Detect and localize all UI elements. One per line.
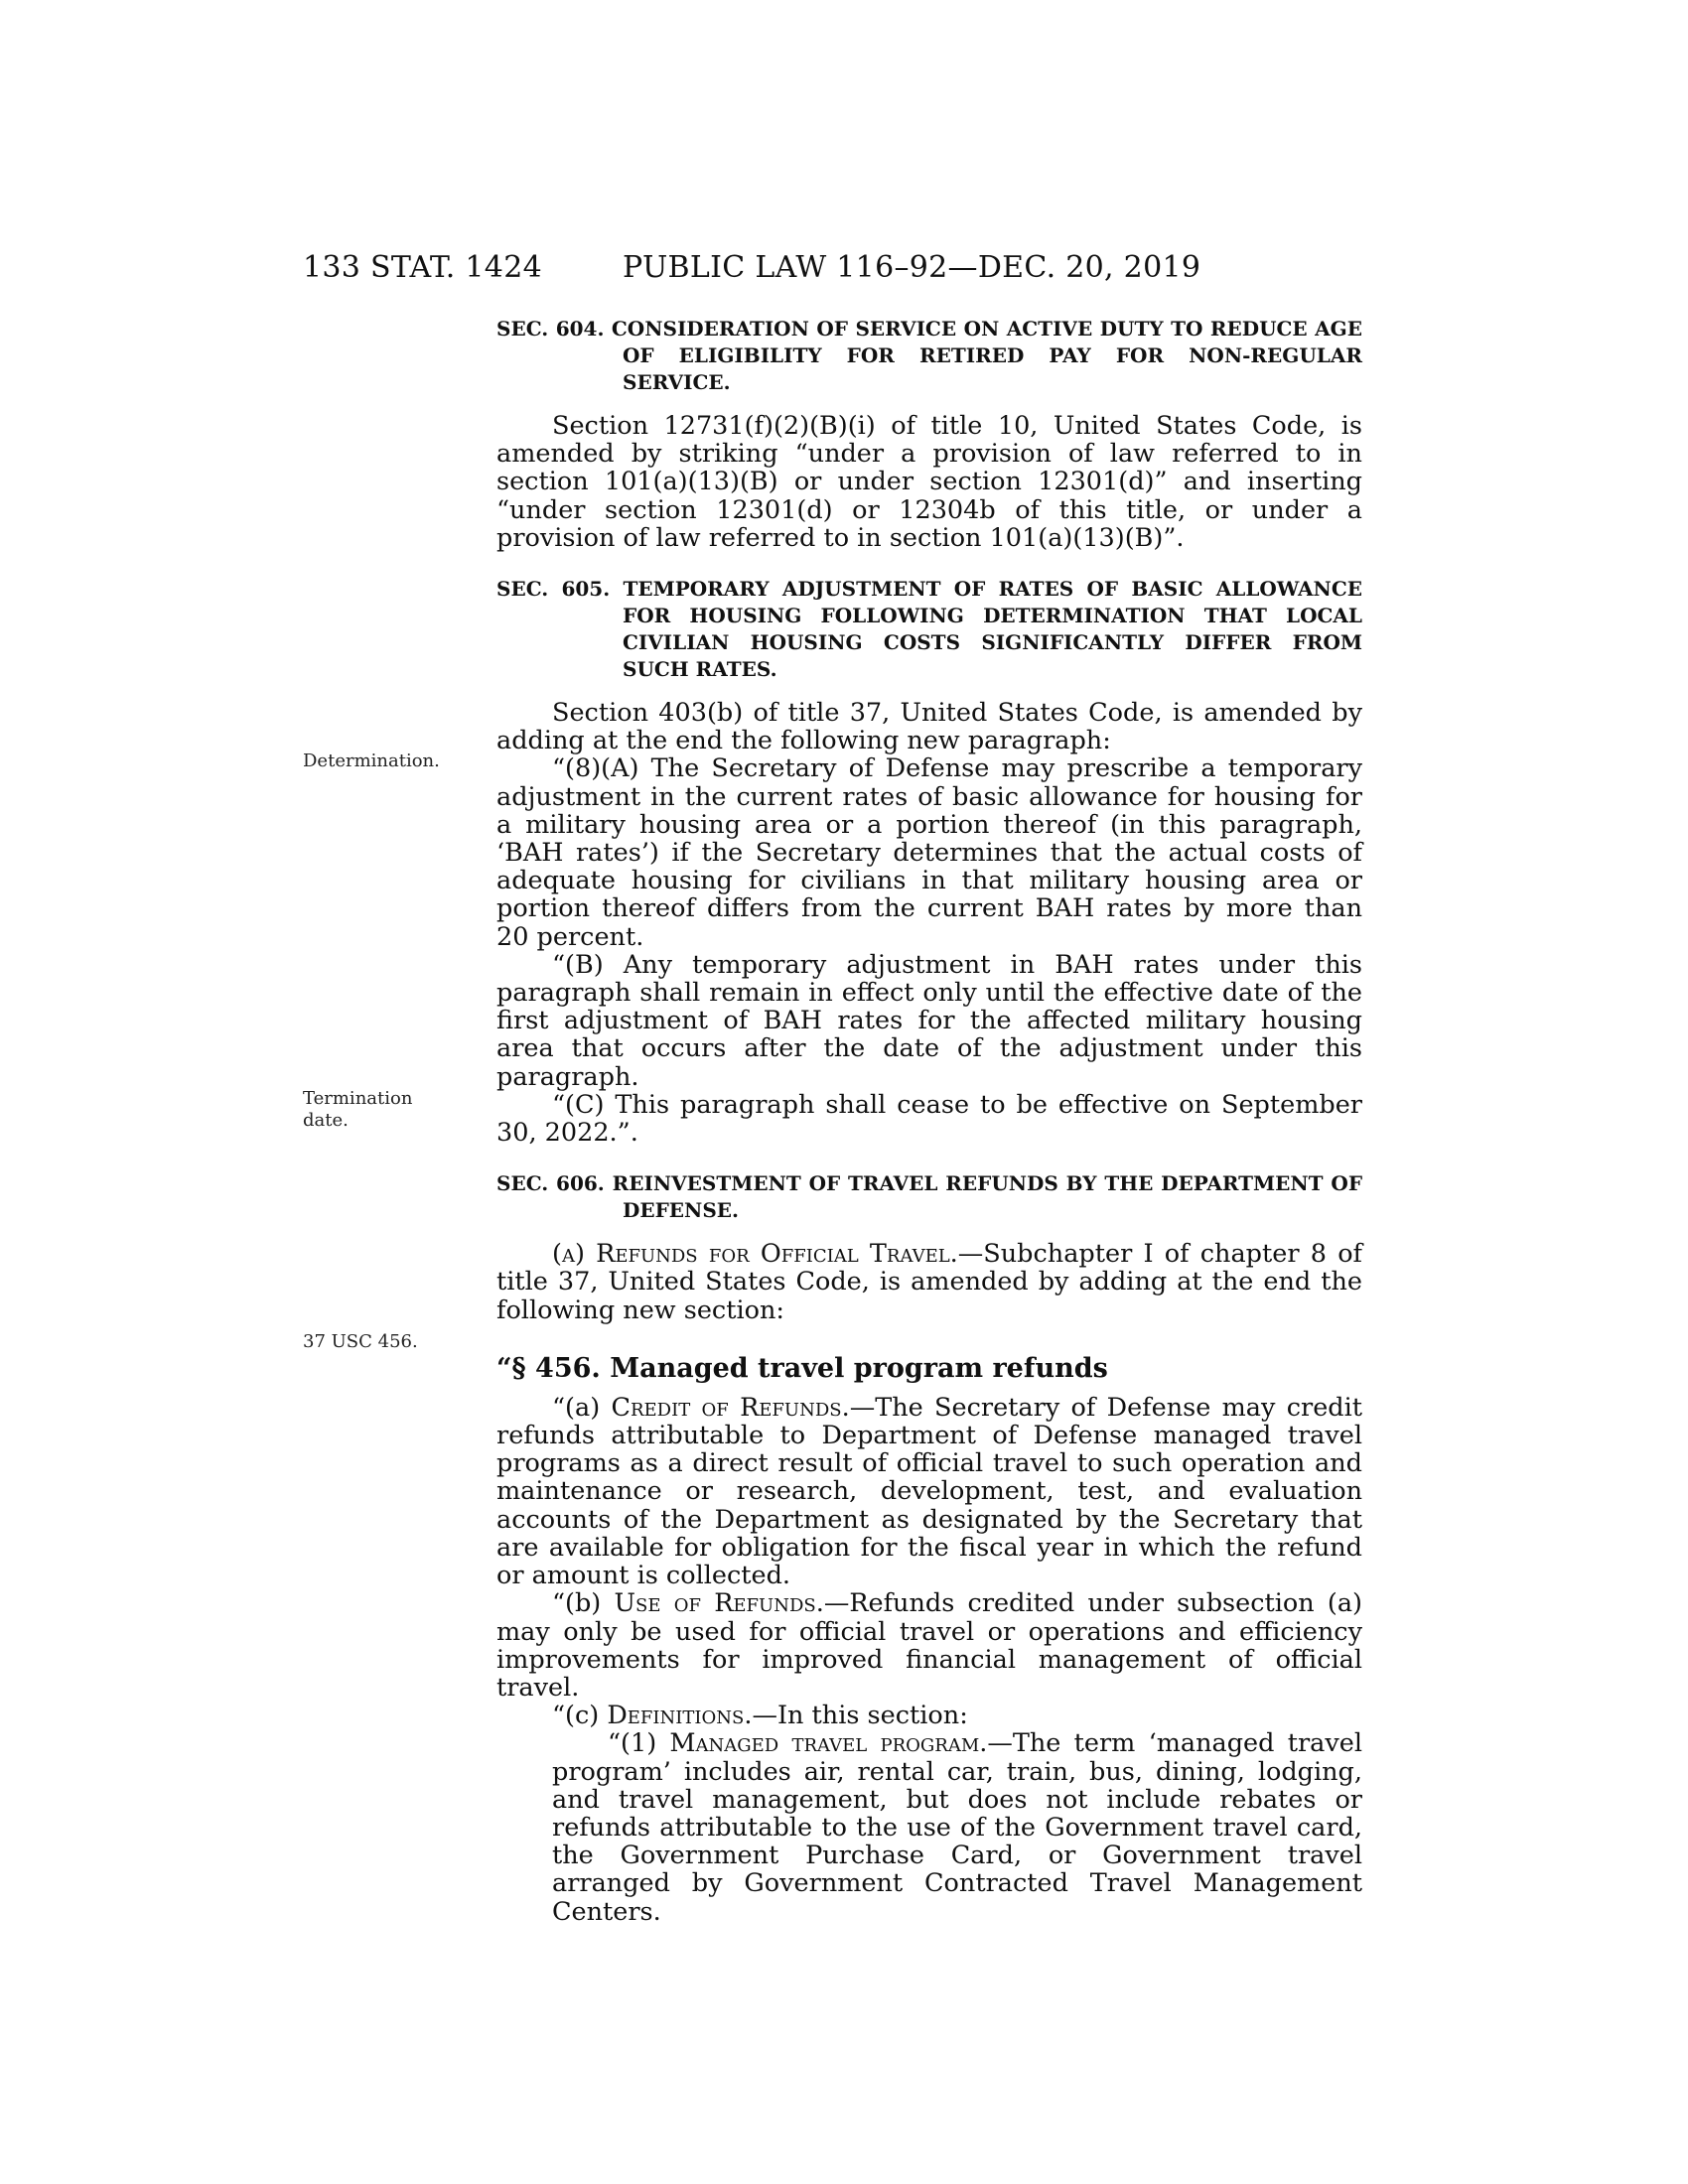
sec-605-para-b: “(B) Any temporary adjustment in BAH rates under this paragraph shall remain in effect only until the effective date of the first adjustment of BAH rates for the affected military housing area that occurs after the date of the adjustment under this paragraph. <box>496 949 1362 1092</box>
def1-text: —The term ‘managed travel program’ includes air, rental car, train, bus, dining, lodging, and travel management, but does not include rebates or refunds attributable to the use of the Government travel card, the Government Purchase Card, or Government travel arranged by Government Contracted Travel Management Centers. <box>552 1728 1362 1927</box>
public-law-title: PUBLIC LAW 116–92—DEC. 20, 2019 <box>623 250 1201 285</box>
def1-open: “(1) <box>608 1728 657 1759</box>
sec-606-title: REINVESTMENT OF TRAVEL REFUNDS BY THE DEPARTMENT OF DEFENSE. <box>612 1171 1363 1223</box>
sec-605-label: SEC. 605. <box>496 577 611 602</box>
margin-note-termination: Termination date. <box>303 1088 413 1131</box>
credit-text: —The Secretary of Defense may credit refunds attributable to Department of Defense managed travel programs as a direct result of official travel to such operation and maintenance or research, development, test, and evaluation accounts of the Department as designated by the Secretary that are available for obligation for the fiscal year in which the refund or amount is collected. <box>496 1392 1363 1591</box>
margin-note-determination: Determination. <box>303 751 440 771</box>
definitions-text: —In this section: <box>752 1701 968 1731</box>
running-head <box>303 250 1360 290</box>
sec-605-intro: Section 403(b) of title 37, United States Code, is amended by adding at the end the following new paragraph: <box>496 698 1362 756</box>
credit-of-refunds <box>496 1394 1362 1589</box>
sec-606-subsection-a-label: (a) Refunds for Official Travel. <box>552 1239 958 1270</box>
definitions-label: Definitions. <box>607 1701 753 1731</box>
margin-note-usc: 37 USC 456. <box>303 1331 418 1352</box>
credit-open: “(a) <box>552 1392 601 1423</box>
def-open: “(c) <box>552 1701 600 1731</box>
use-open: “(b) <box>552 1588 602 1619</box>
sec-606-subsection-a-text: —Subchapter I of chapter 8 of title 37, United States Code, is amended by adding at the end the following new section: <box>496 1239 1362 1325</box>
sec-604-text: Section 12731(f)(2)(B)(i) of title 10, United States Code, is amended by striking “under a provision of law referred to in section 101(a)(13)(B) or under section 12301(d)” and inserting “under section 12301(d) or 12304b of this title, or under a provision of law referred to in section 101(a)(13)(B)”. <box>496 411 1362 553</box>
sec-606-heading <box>496 1170 1362 1224</box>
stat-page-number: 133 STAT. 1424 <box>303 250 542 285</box>
definitions <box>496 1702 1362 1729</box>
body-column <box>496 316 1362 1926</box>
sec-604-heading <box>496 316 1362 396</box>
sec-605-heading <box>496 576 1362 683</box>
use-text: —Refunds credited under subsection (a) may only be used for official travel or operations and efficiency improvements for improved financial management of official travel. <box>496 1588 1362 1703</box>
sec-605-para-c: “(C) This paragraph shall cease to be effective on September 30, 2022.”. <box>496 1089 1362 1149</box>
sec-604-title: CONSIDERATION OF SERVICE ON ACTIVE DUTY TO REDUCE AGE OF ELIGIBILITY FOR RETIRED PAY FOR NON-REGULAR SERVICE. <box>611 317 1362 394</box>
sec-605-title: TEMPORARY ADJUSTMENT OF RATES OF BASIC ALLOWANCE FOR HOUSING FOLLOWING DETERMINATION THAT LOCAL CIVILIAN HOUSING COSTS SIGNIFICANTLY DIFFER FROM SUCH RATES. <box>623 577 1362 682</box>
sec-606-subsection-a <box>496 1240 1362 1324</box>
credit-label: Credit of Refunds. <box>611 1392 850 1423</box>
sec-606-label: SEC. 606. <box>496 1171 605 1196</box>
use-of-refunds <box>496 1589 1362 1702</box>
sec-604-label: SEC. 604. <box>496 317 605 341</box>
sec-605-para-a: “(8)(A) The Secretary of Defense may prescribe a temporary adjustment in the current rates of basic allowance for housing for a military housing area or a portion thereof (in this paragraph, ‘BAH rates’) if the Secretary determines that the actual costs of adequate housing for civilians in that military housing area or portion thereof differs from the current BAH rates by more than 20 percent. <box>496 753 1362 952</box>
use-label: Use of Refunds. <box>614 1588 824 1619</box>
section-456-title: “§ 456. Managed travel program refunds <box>496 1352 1108 1384</box>
def1-label: Managed travel program. <box>669 1728 988 1759</box>
definition-managed-travel-program <box>496 1729 1362 1925</box>
